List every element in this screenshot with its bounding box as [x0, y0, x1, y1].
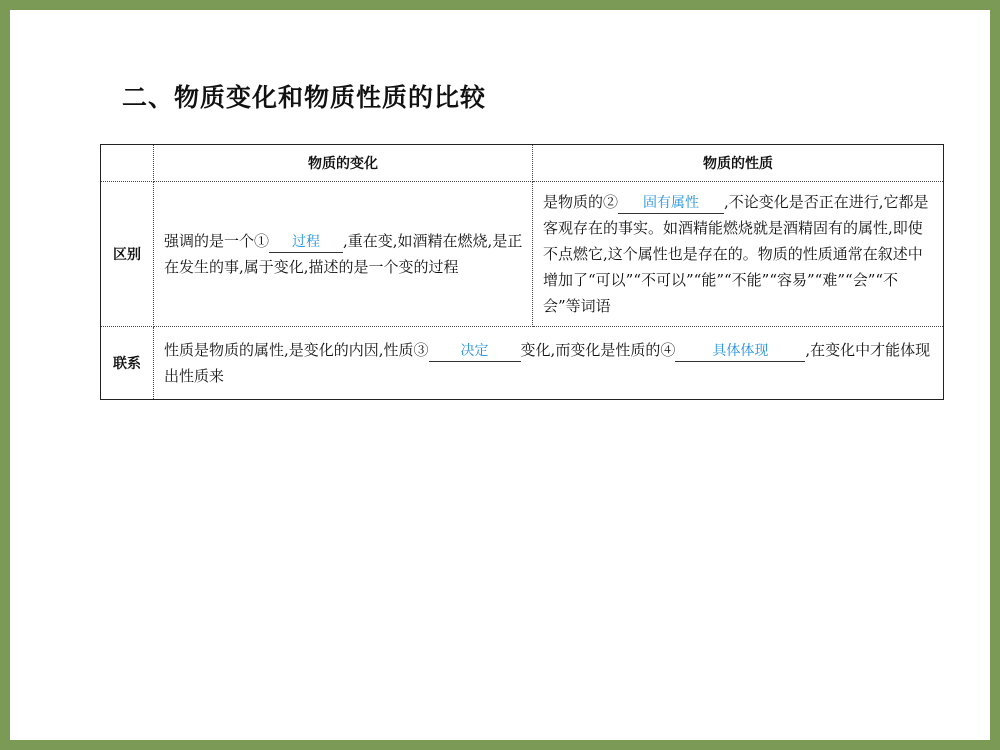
answer-blank-4: 具体体现 [675, 341, 805, 362]
header-corner [101, 145, 154, 182]
link-cell [154, 327, 944, 400]
text-segment: ,重在变,如酒精在燃烧,是正在发生的事,属于变化,描述的是一个变的过程 [164, 232, 523, 276]
difference-property-cell [533, 182, 944, 327]
text-segment: ,在变化中才能体现出性质来 [164, 341, 931, 385]
row-label-link: 联系 [101, 327, 154, 400]
difference-change-cell [154, 182, 533, 327]
slide [10, 10, 990, 740]
table-header-row [101, 145, 944, 182]
header-change: 物质的变化 [154, 145, 533, 182]
answer-blank-3: 决定 [429, 341, 521, 362]
text-segment: ,不论变化是否正在进行,它都是客观存在的事实。如酒精能燃烧就是酒精固有的属性,即使不点燃它,这个属性也是存在的。物质的性质通常在叙述中增加了“可以”“不可以”“能”“不能”“容易”“难”“会”“不会”等词语 [543, 193, 929, 315]
page-title: 二、物质变化和物质性质的比较 [122, 83, 487, 112]
answer-blank-1: 过程 [269, 232, 343, 253]
text-segment: 是物质的② [543, 193, 619, 211]
text-segment: 强调的是一个① [164, 232, 270, 250]
text-segment: 变化,而变化是性质的④ [520, 341, 676, 359]
answer-blank-2: 固有属性 [618, 193, 724, 214]
text-segment: 性质是物质的属性,是变化的内因,性质③ [164, 341, 429, 359]
comparison-table [100, 144, 944, 400]
row-label-difference: 区别 [101, 182, 154, 327]
header-property: 物质的性质 [533, 145, 944, 182]
table-row-link [101, 327, 944, 400]
table-row-difference [101, 182, 944, 327]
